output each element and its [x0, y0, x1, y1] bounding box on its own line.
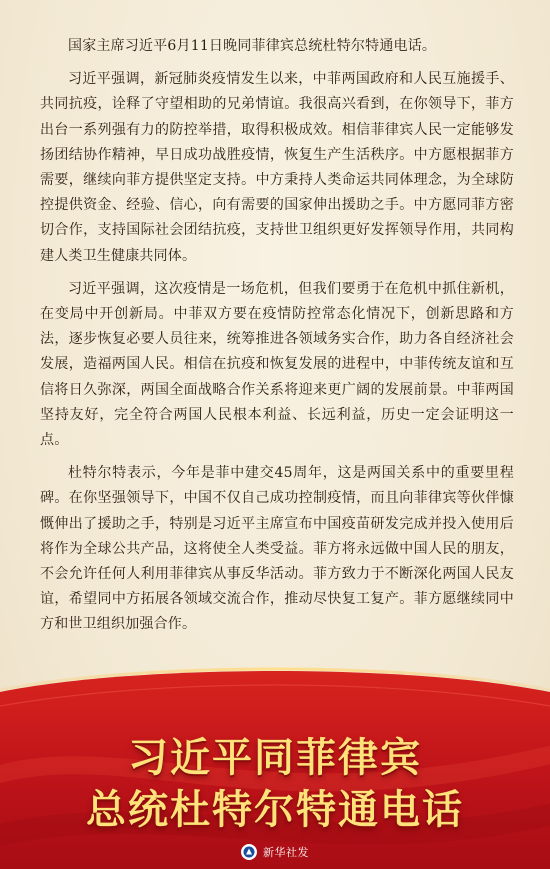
xinhua-logo-icon [241, 844, 257, 860]
source-label: 新华社发 [263, 846, 309, 859]
banner-title-line2: 总统杜特尔特通电话 [86, 787, 464, 833]
article-paragraph: 习近平强调，这次疫情是一场危机，但我们要勇于在危机中抓住新机，在变局中开创新局。中菲双方要在疫情防控常态化情况下，创新思路和方法，逐步恢复必要人员往来，统筹推进各领域务实合作，助力各自经济社会发展，造福两国人民。相信在抗疫和恢复发展的进程中，中菲传统友谊和互信将日久弥深，两国全面战略合作关系将迎来更广阔的发展前景。中菲两国坚持友好，完全符合两国人民根本利益、长远利益，历史一定会证明这一点。 [40, 280, 514, 449]
banner-title-line1: 习近平同菲律宾 [128, 735, 422, 781]
article-paragraph: 杜特尔特表示，今年是菲中建交45周年，这是两国关系中的重要里程碑。在你坚强领导下，中国不仅自己成功控制疫情，而且向菲律宾等伙伴慷慨伸出了援助之手，特别是习近平主席宣布中国疫苗研发完成并投入使用后将作为全球公共产品，这将使全人类受益。菲方将永远做中国人民的朋友，不会允许任何人利用菲律宾从事反华活动。菲方致力于不断深化两国人民友谊，希望同中方拓展各领域交流合作，推动尽快复工复产。菲方愿继续同中方和世卫组织加强合作。 [40, 465, 514, 633]
title-banner [0, 660, 550, 869]
article-paragraph: 习近平强调，新冠肺炎疫情发生以来，中菲两国政府和人民互施援手、共同抗疫，诠释了守望相助的兄弟情谊。我很高兴看到，在你领导下，菲方出台一系列强有力的防控举措，取得积极成效。相信菲律宾人民一定能够发扬团结协作精神，早日成功战胜疫情，恢复生产生活秩序。中方愿根据菲方需要，继续向菲方提供坚定支持。中方秉持人类命运共同体理念，为全球防控提供资金、经验、信心，向有需要的国家伸出援助之手。中方愿同菲方密切合作，支持国际社会团结抗疫，支持世卫组织更好发挥领导作用，共同构建人类卫生健康共同体。 [40, 71, 514, 264]
source-credit [0, 842, 550, 862]
article-body [40, 34, 514, 638]
article-lead: 国家主席习近平6月11日晚同菲律宾总统杜特尔特通电话。 [68, 38, 437, 54]
